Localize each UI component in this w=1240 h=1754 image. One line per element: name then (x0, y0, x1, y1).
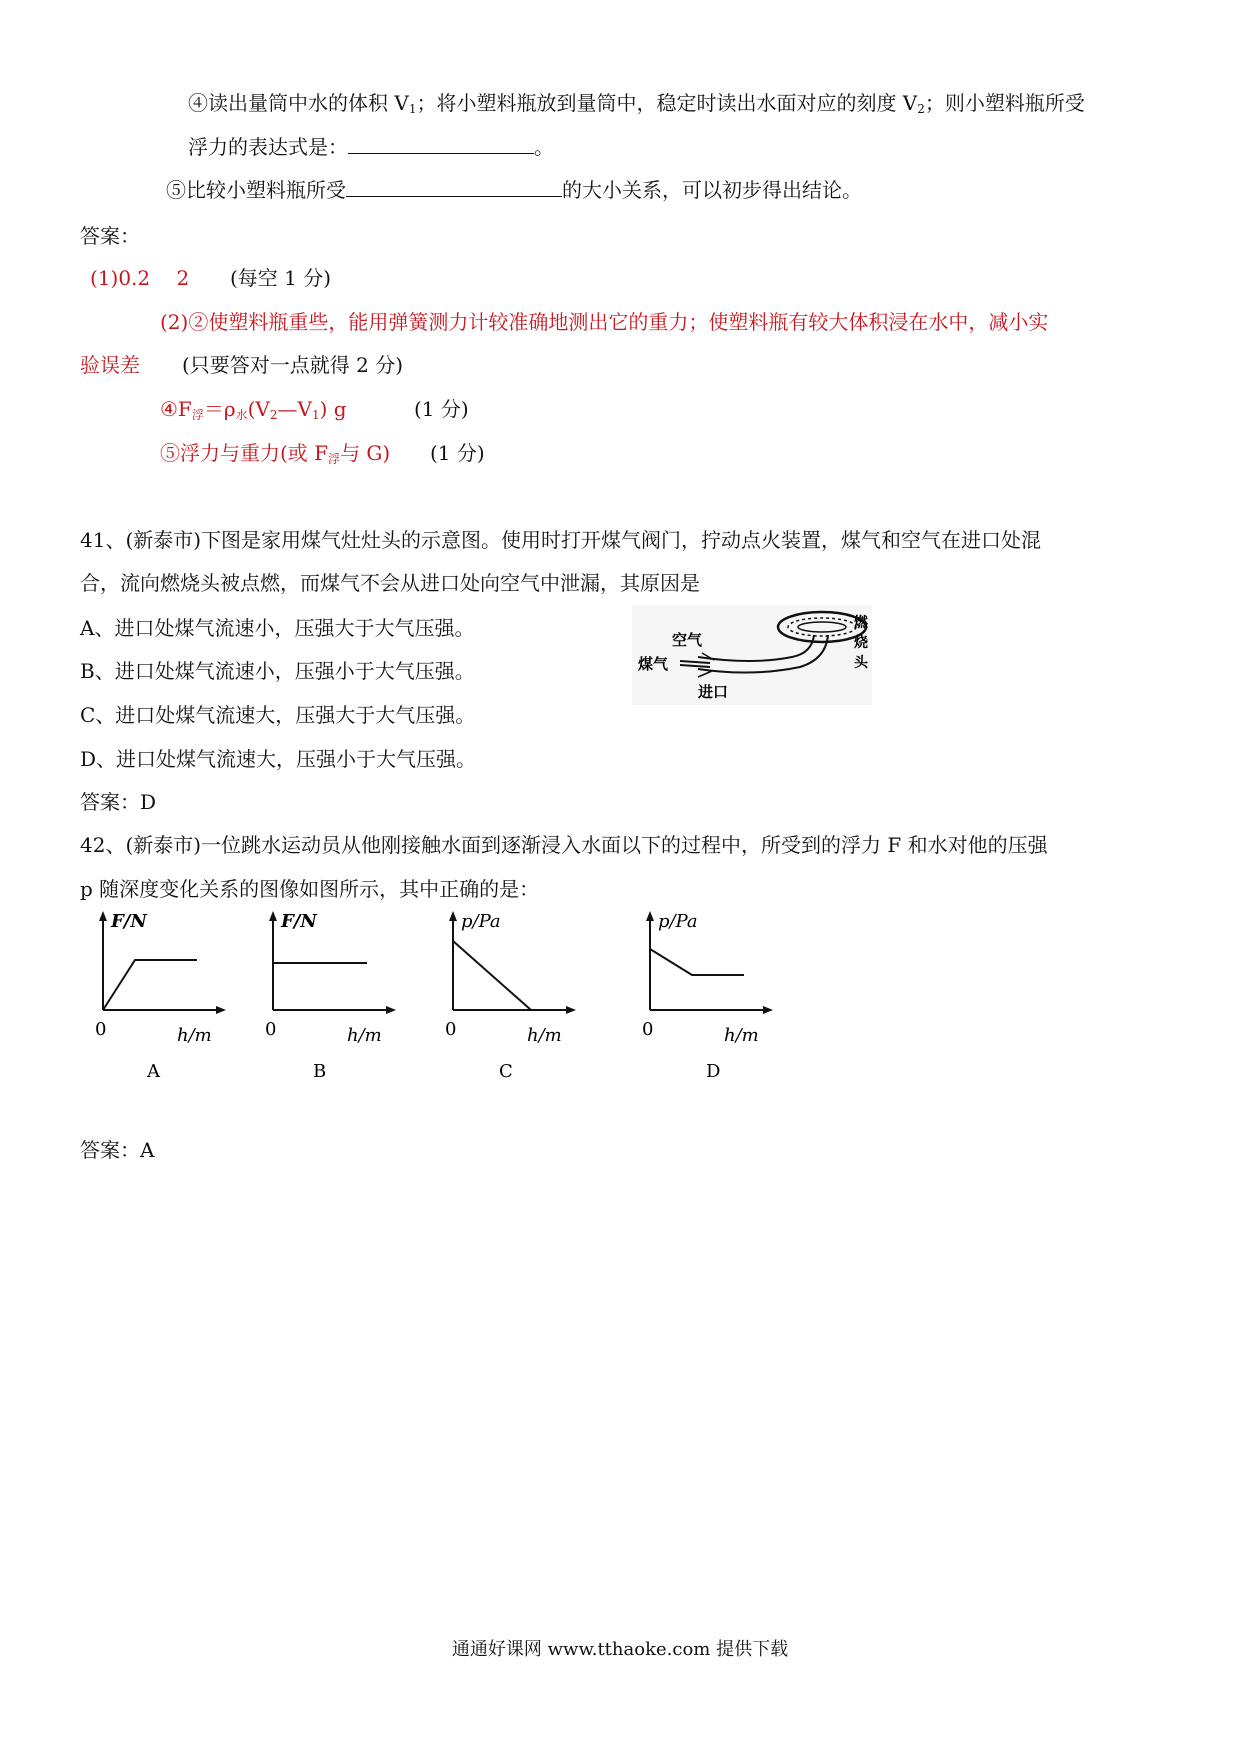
y-axis-label: p/Pa (658, 911, 698, 932)
x-axis-label: h/m (724, 1025, 759, 1046)
graph-a (85, 905, 235, 1085)
x-axis-label: h/m (347, 1025, 382, 1046)
y-axis-label: F/N (111, 911, 147, 932)
graph-caption: D (706, 1061, 721, 1082)
graph-b (255, 905, 405, 1085)
y-axis-arrow (646, 911, 654, 921)
page-footer: 通通好课网 www.tthaoke.com 提供下载 (451, 1639, 789, 1660)
q40-answer-1-score: (每空 1 分) (230, 266, 332, 290)
q42-answer: 答案：A (80, 1138, 155, 1162)
label-burner-3: 头 (854, 655, 868, 671)
x-axis-arrow (763, 1006, 773, 1014)
q42-stem-line2: p 随深度变化关系的图像如图所示，其中正确的是： (80, 877, 540, 901)
x-axis-arrow (386, 1006, 396, 1014)
q40-answer-2-note: (只要答对一点就得 2 分) (182, 353, 404, 377)
x-axis-label: h/m (527, 1025, 562, 1046)
answer-blank (346, 176, 562, 197)
graph-d (632, 905, 782, 1085)
origin-label: 0 (265, 1019, 277, 1040)
graph-line (650, 949, 744, 975)
x-axis-arrow (216, 1006, 226, 1014)
x-axis-label: h/m (177, 1025, 212, 1046)
y-axis-label: F/N (281, 911, 317, 932)
graph-caption: C (499, 1061, 513, 1082)
origin-label: 0 (642, 1019, 654, 1040)
q42-stem-line1: 42、(新泰市)一位跳水运动员从他刚接触水面到逐渐浸入水面以下的过程中，所受到的浮力 F 和水对他的压强 (80, 833, 1048, 857)
q41-option-b: B、进口处煤气流速小，压强小于大气压强。 (80, 659, 475, 683)
label-air: 空气 (672, 631, 703, 649)
y-axis-arrow (269, 911, 277, 921)
graph-line (453, 941, 531, 1010)
q41-option-d: D、进口处煤气流速大，压强小于大气压强。 (80, 747, 477, 771)
x-axis-arrow (566, 1006, 576, 1014)
label-gas: 煤气 (638, 655, 669, 673)
graph-c (435, 905, 585, 1085)
label-inlet: 进口 (698, 683, 729, 701)
q40-step4-line1: ④读出量筒中水的体积 $V_1$；将小塑料瓶放到量筒中，稳定时读出水面对应的刻度 $V_2$；则小塑料瓶所受 (188, 91, 1085, 116)
label-burner-2: 烧 (854, 635, 868, 651)
q40-step5: ⑤比较小塑料瓶所受 的大小关系，可以初步得出结论。 (166, 178, 862, 202)
y-axis-arrow (99, 911, 107, 921)
label-burner-1: 燃 (854, 615, 868, 631)
origin-label: 0 (95, 1019, 107, 1040)
origin-label: 0 (445, 1019, 457, 1040)
q41-answer: 答案：D (80, 790, 157, 814)
graph-caption: B (313, 1061, 327, 1082)
q40-answer-2-line2: 验误差 (80, 353, 140, 377)
y-axis-arrow (449, 911, 457, 921)
q41-stem-line2: 合，流向燃烧头被点燃，而煤气不会从进口处向空气中泄漏，其原因是 (80, 571, 700, 595)
q40-step4-line2: 浮力的表达式是： 。 (188, 135, 554, 159)
answer-label: 答案： (80, 224, 140, 248)
answer-blank (348, 133, 534, 154)
q40-answer-2-line1: (2)②使塑料瓶重些，能用弹簧测力计较准确地测出它的重力；使塑料瓶有较大体积浸在水中，减小实 (160, 310, 1049, 334)
q40-answer-5-score: (1 分) (430, 441, 485, 465)
q40-answer-4: $④F_浮=\rho_水(V_2—V_1)$ g (160, 397, 347, 422)
q40-answer-4-score: (1 分) (414, 397, 469, 421)
graph-caption: A (147, 1061, 160, 1082)
gas-stove-burner-figure (632, 605, 872, 705)
y-axis-label: p/Pa (461, 911, 501, 932)
q40-answer-5: ⑤浮力与重力(或 $F_浮$与 G) (160, 441, 391, 466)
q41-stem-line1: 41、(新泰市)下图是家用煤气灶灶头的示意图。使用时打开煤气阀门，拧动点火装置，煤气和空气在进口处混 (80, 528, 1042, 552)
graph-line (103, 960, 197, 1010)
q41-option-c: C、进口处煤气流速大，压强大于大气压强。 (80, 703, 476, 727)
q40-answer-1: (1)0.2 2 (90, 266, 190, 290)
q41-option-a: A、进口处煤气流速小，压强大于大气压强。 (80, 616, 475, 640)
